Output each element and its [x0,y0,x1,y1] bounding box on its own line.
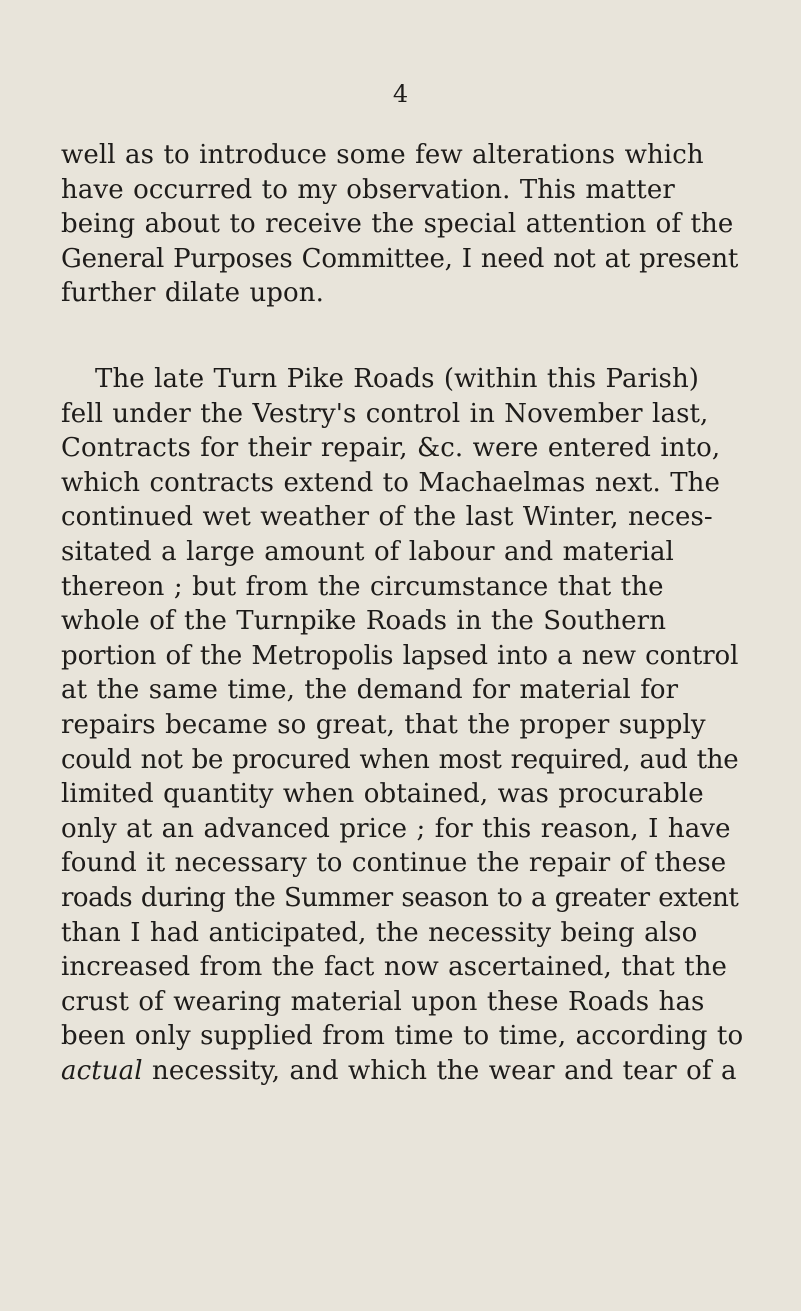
text-line: than I had anticipated, the necessity being also [61,917,698,948]
text-line: Contracts for their repair, &c. were entered into, [61,433,721,464]
text-line: repairs became so great, that the proper supply [61,709,706,740]
text-line: increased from the fact now ascertained, that the [61,952,728,983]
text-line: continued wet weather of the last Winter, neces- [61,502,713,533]
text-line: portion of the Metropolis lapsed into a new control [61,640,739,671]
paragraph-1 [61,138,743,311]
text-line-last [61,1054,743,1089]
text-line: crust of wearing material upon these Roads has [61,986,705,1017]
text-line: further dilate upon. [61,278,324,309]
text-line: thereon ; but from the circumstance that the [61,571,664,602]
text-line: have occurred to my observation. This matter [61,174,675,205]
paragraph-2 [61,362,743,1088]
text-line: General Purposes Committee, I need not at present [61,243,739,274]
text-line: well as to introduce some few alterations which [61,140,704,170]
text-line: being about to receive the special attention of the [61,209,734,240]
text-line: limited quantity when obtained, was procurable [61,779,704,810]
text-line: at the same time, the demand for material for [61,675,679,706]
text-line: whole of the Turnpike Roads in the Southern [61,606,667,637]
text-line-rest: necessity, and which the wear and tear of a [142,1055,737,1086]
text-line: sitated a large amount of labour and material [61,536,674,567]
text-line: could not be procured when most required, aud the [61,744,739,775]
page-number: 4 [392,80,409,108]
text-line: found it necessary to continue the repair of these [61,848,727,879]
emphasis-word: actual [61,1055,143,1086]
text-line: been only supplied from time to time, according to [61,1021,744,1052]
text-line: which contracts extend to Machaelmas next. The [61,467,720,498]
text-line: fell under the Vestry's control in November last, [61,398,709,429]
text-line: The late Turn Pike Roads (within this Parish) [95,364,700,394]
text-line: only at an advanced price ; for this reason, I have [61,813,731,844]
text-line: roads during the Summer season to a greater extent [61,882,739,913]
